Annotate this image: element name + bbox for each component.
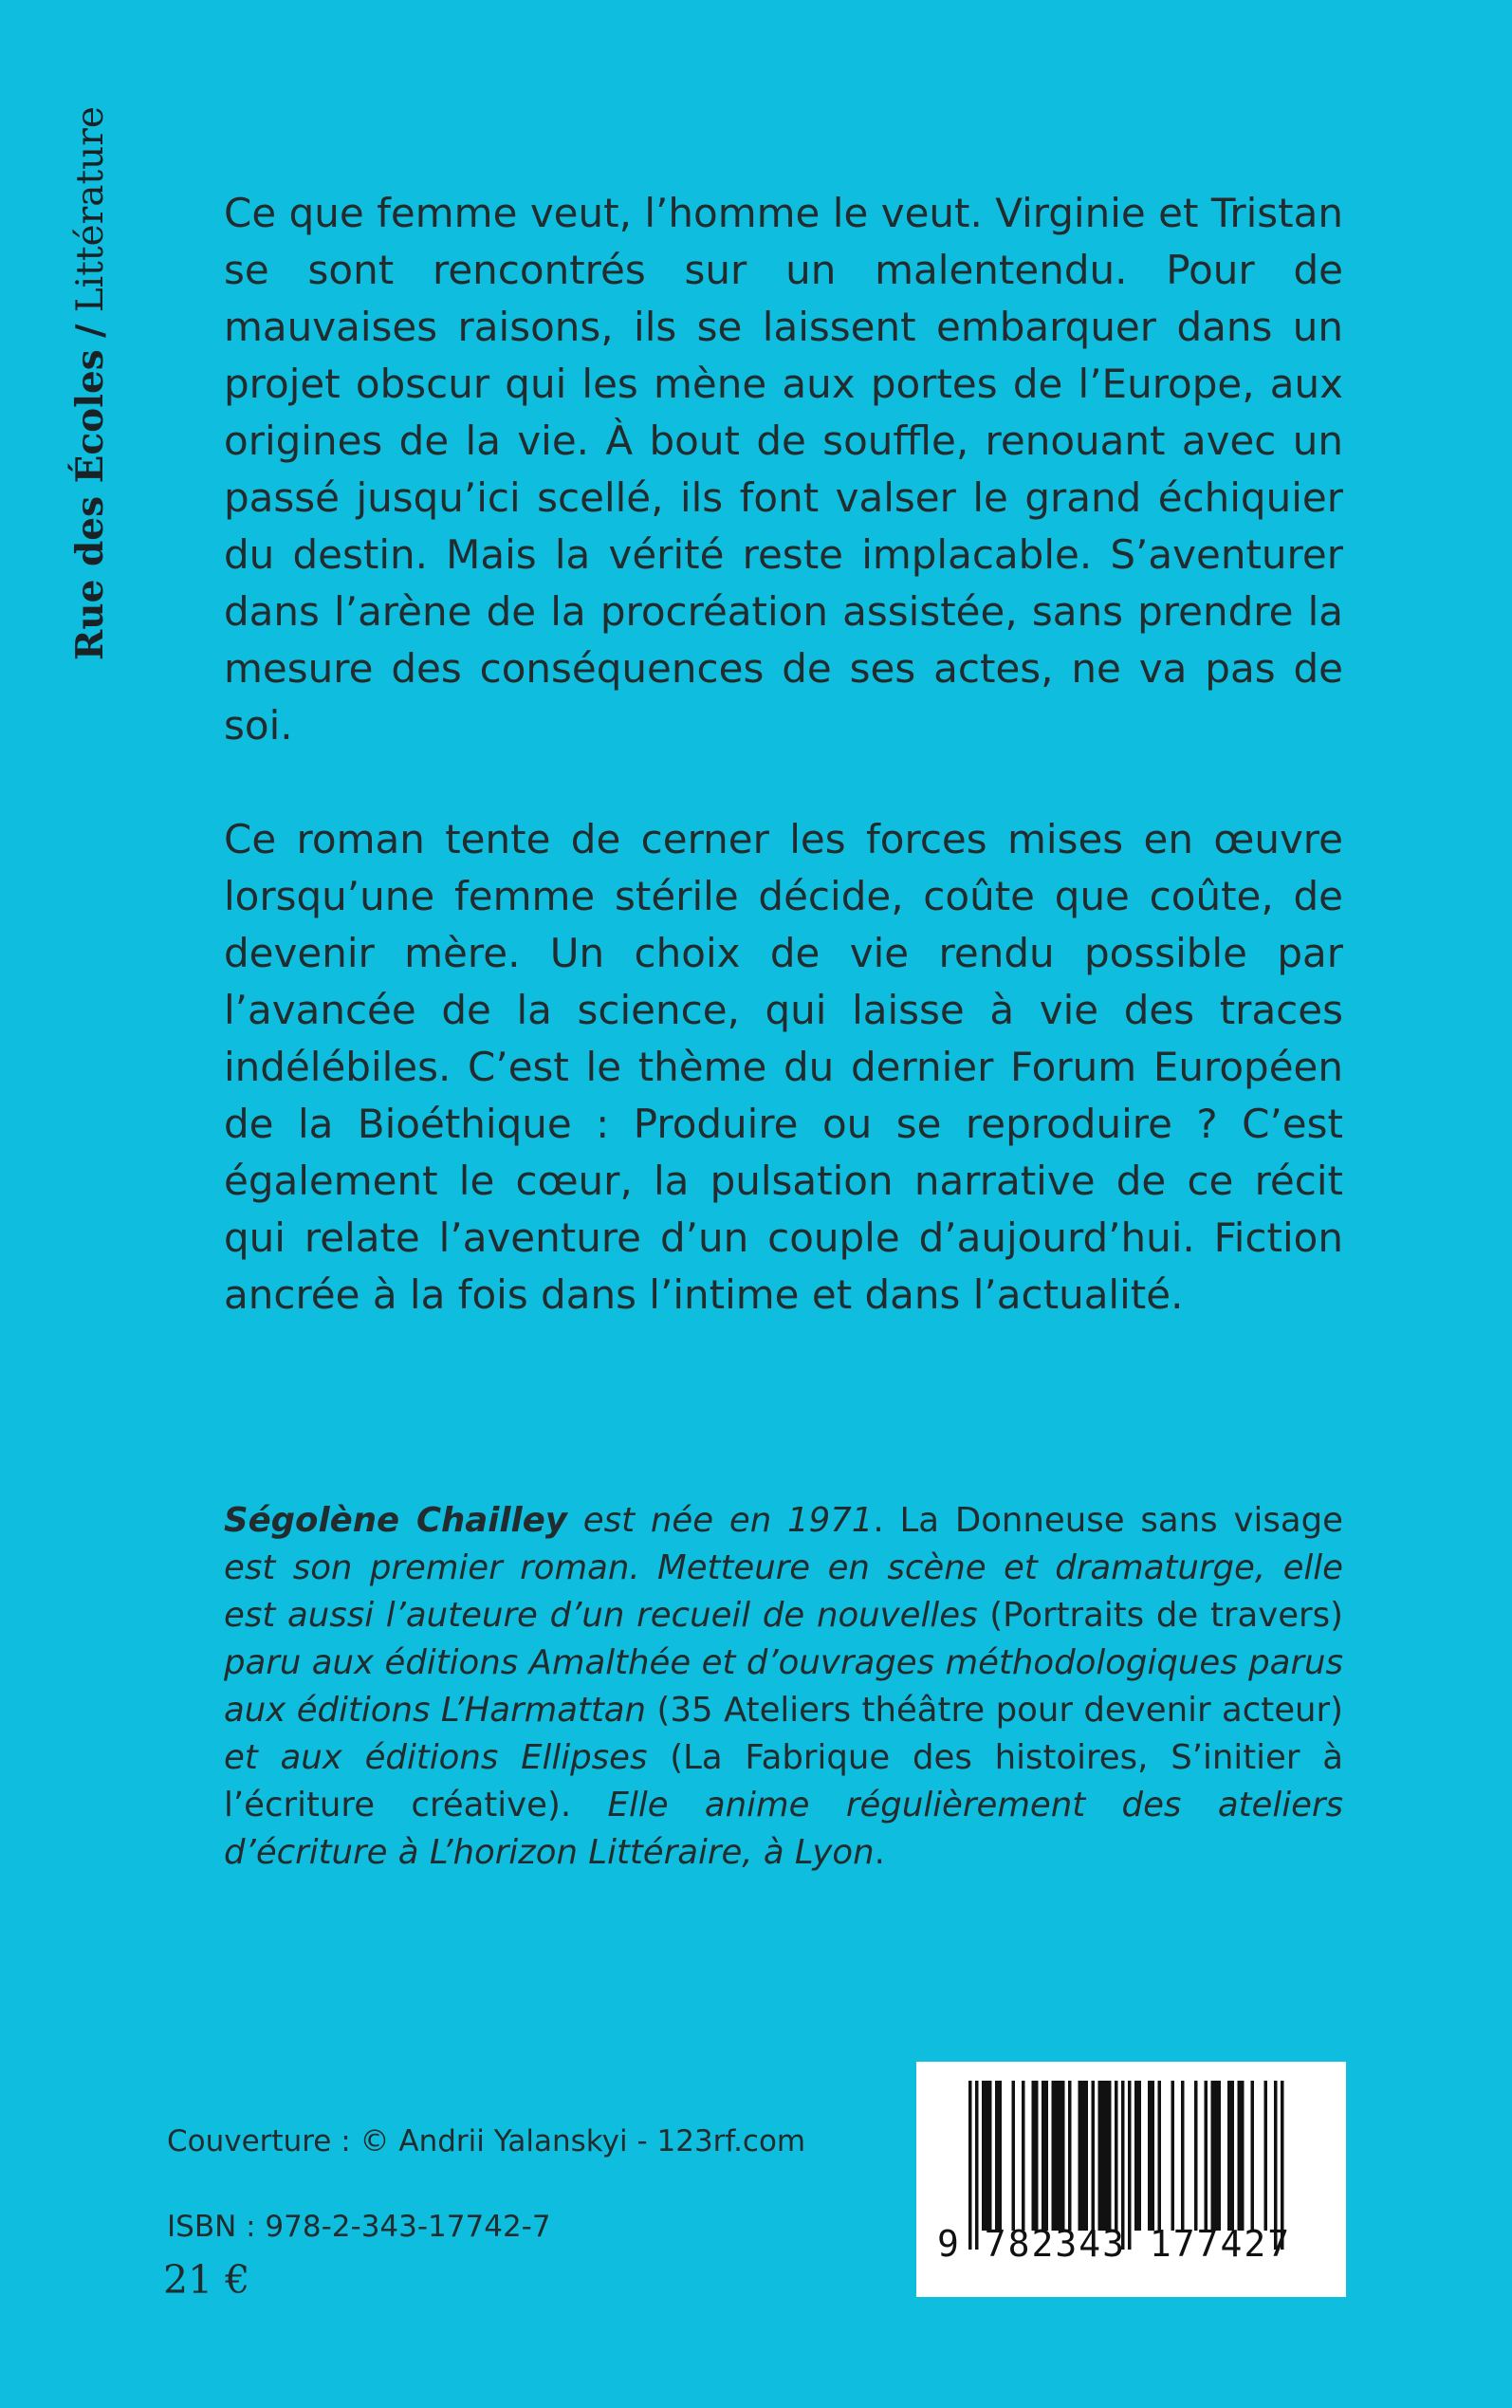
series-name: Rue des Écoles	[68, 349, 112, 661]
barcode-bar	[1181, 2081, 1185, 2231]
barcode-bar	[1227, 2081, 1231, 2231]
spine-separator: /	[68, 324, 112, 338]
bio-segment: (La Fabrique des histoires, S’initier à l’écriture créative).	[224, 1738, 1343, 1825]
barcode-bar	[1205, 2081, 1208, 2231]
barcode-bar	[986, 2081, 989, 2231]
barcode-bar	[1098, 2081, 1102, 2231]
barcode-bar	[1251, 2081, 1255, 2231]
barcode-bar	[999, 2081, 1003, 2231]
barcode-bar	[1022, 2081, 1025, 2231]
bio-segment: est née en 1971	[566, 1501, 874, 1540]
barcode-bar	[1081, 2081, 1085, 2231]
barcode-bar	[1194, 2081, 1198, 2231]
barcode	[916, 2062, 1346, 2297]
barcode-bar	[1092, 2081, 1096, 2231]
bio-segment: (35 Ateliers théâtre pour devenir acteur)	[646, 1691, 1343, 1730]
barcode-bar	[1052, 2081, 1056, 2231]
barcode-bar	[1238, 2081, 1242, 2231]
barcode-bar	[1105, 2081, 1109, 2231]
barcode-bar	[1171, 2081, 1175, 2231]
barcode-bar	[1231, 2081, 1235, 2231]
bio-segment: paru aux éditions Amalthée et d’ouvrages méthodologiques parus aux éditions L’Harmattan	[224, 1643, 1343, 1730]
barcode-bar	[1079, 2081, 1082, 2231]
barcode-bar	[1055, 2081, 1059, 2231]
barcode-bar	[1035, 2081, 1039, 2231]
bio-segment: . La Donneuse sans visage	[873, 1501, 1343, 1540]
bio-segment: (Portraits de travers)	[977, 1596, 1343, 1635]
barcode-bar	[1158, 2081, 1162, 2231]
bio-segment: et aux éditions Ellipses	[224, 1738, 648, 1777]
barcode-bar	[988, 2081, 992, 2231]
barcode-bar	[1152, 2081, 1155, 2231]
barcode-bar	[1045, 2081, 1049, 2231]
barcode-bar	[982, 2081, 986, 2231]
spine-text	[66, 106, 114, 666]
blurb-paragraph-2: Ce roman tente de cerner les forces mises en œuvre lorsqu’une femme stérile décide, coûte que coûte, de devenir mère. Un choix de vie rendu possible par l’avancée de la science, qui laisse à vie des traces indélébiles. C’est le thème du dernier Forum Européen de la Bioéthique : Produire ou se reproduire ? C’est également le cœur, la pulsation narrative de ce récit qui relate l’aventure d’un couple d’aujourd’hui. Fiction ancrée à la fois dans l’intime et dans l’actualité.	[224, 816, 1343, 1318]
barcode-digits: 9 782343 177427	[937, 2223, 1292, 2265]
barcode-bar	[1241, 2081, 1245, 2231]
barcode-bar	[1012, 2081, 1016, 2231]
cover-credit: Couverture : © Andrii Yalanskyi - 123rf.com	[167, 2124, 806, 2158]
barcode-bar	[1068, 2081, 1072, 2231]
category-name: Littérature	[69, 106, 112, 313]
barcode-bar	[1211, 2081, 1215, 2231]
barcode-bar	[995, 2081, 999, 2231]
bio-segment: Elle anime régulièrement des ateliers d’écriture à L’horizon Littéraire, à Lyon	[224, 1786, 1343, 1872]
barcode-bar	[1264, 2081, 1268, 2231]
bio-segment: est son premier roman. Metteure en scène et dramaturge, elle est aussi l’auteure d’un recueil de nouvelles	[224, 1548, 1343, 1635]
isbn-text: ISBN : 978-2-343-17742-7	[167, 2210, 551, 2244]
spine-label	[66, 106, 114, 666]
barcode-bar	[1214, 2081, 1218, 2231]
barcode-bar	[1148, 2081, 1152, 2231]
barcode-bar	[1138, 2081, 1142, 2231]
barcode-bar	[1101, 2081, 1105, 2231]
barcode-bar	[1032, 2081, 1036, 2231]
barcode-bar	[1059, 2081, 1062, 2231]
barcode-bar	[1061, 2081, 1065, 2231]
barcode-bar	[1085, 2081, 1089, 2231]
blurb-paragraph-1: Ce que femme veut, l’homme le veut. Virginie et Tristan se sont rencontrés sur un malentendu. Pour de mauvaises raisons, ils se laissent embarquer dans un projet obscur qui les mène aux portes de l’Europe, aux origines de la vie. À bout de souffle, renouant avec un passé jusqu’ici scellé, ils font valser le grand échiquier du destin. Mais la vérité reste implacable. S’aventurer dans l’arène de la procréation assistée, sans prendre la mesure des conséquences de ses actes, ne va pas de soi.	[224, 190, 1343, 749]
author-bio	[224, 1497, 1343, 1877]
bio-segment: .	[874, 1833, 885, 1872]
barcode-bar	[1218, 2081, 1222, 2231]
author-name: Ségolène Chailley	[224, 1501, 567, 1540]
price-text: 21 €	[163, 2257, 250, 2303]
barcode-bar	[1115, 2081, 1118, 2231]
barcode-bar	[1134, 2081, 1138, 2231]
barcode-bar	[1042, 2081, 1045, 2231]
barcode-bar	[1108, 2081, 1112, 2231]
